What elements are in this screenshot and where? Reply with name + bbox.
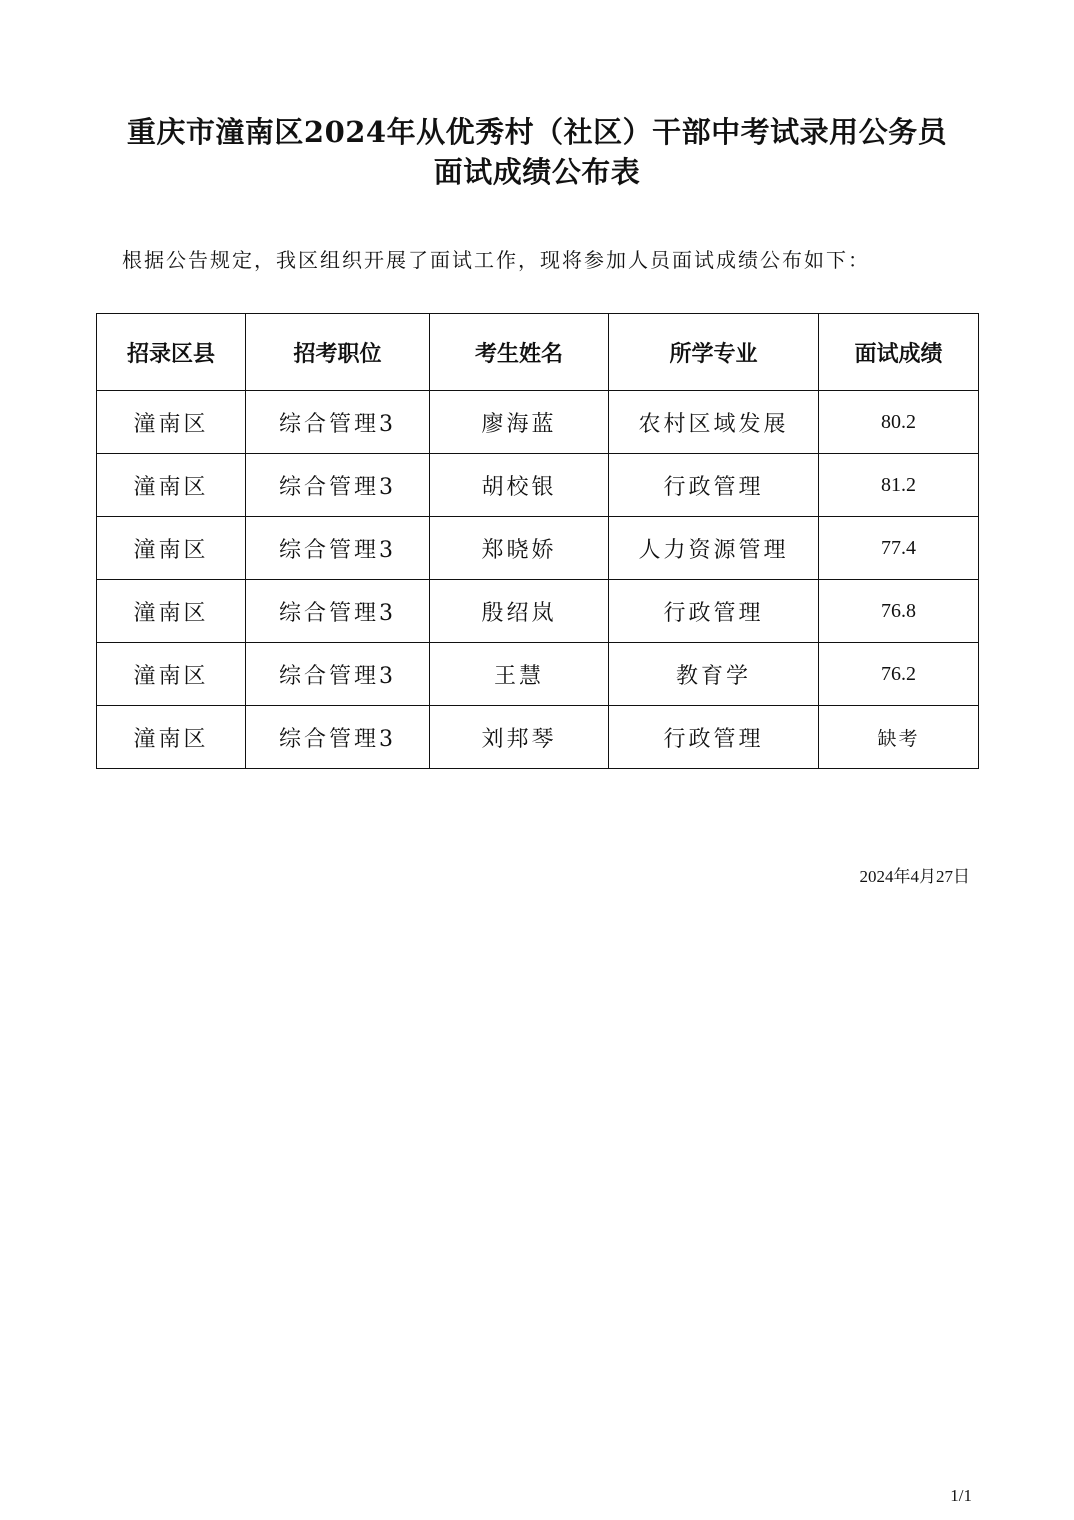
cell-interview-score: 缺考: [819, 706, 979, 769]
cell-candidate-name: 刘邦琴: [430, 706, 609, 769]
cell-major: 人力资源管理: [609, 517, 819, 580]
table-row: [97, 580, 979, 643]
cell-position: 综合管理3: [246, 391, 430, 454]
cell-district: 潼南区: [97, 580, 246, 643]
table-header-row: [97, 314, 979, 391]
cell-major: 行政管理: [609, 580, 819, 643]
document-title: [0, 112, 1074, 192]
publish-date: 2024年4月27日: [859, 867, 970, 886]
cell-major: 行政管理: [609, 454, 819, 517]
page-number: 1/1: [950, 1486, 972, 1505]
cell-interview-score: 77.4: [819, 517, 979, 580]
cell-candidate-name: 胡校银: [430, 454, 609, 517]
cell-district: 潼南区: [97, 643, 246, 706]
table-row: [97, 517, 979, 580]
cell-interview-score: 80.2: [819, 391, 979, 454]
cell-district: 潼南区: [97, 706, 246, 769]
cell-position: 综合管理3: [246, 517, 430, 580]
cell-position: 综合管理3: [246, 706, 430, 769]
header-district: 招录区县: [97, 314, 246, 391]
header-major: 所学专业: [609, 314, 819, 391]
score-table: [96, 313, 979, 769]
title-line-2: 面试成绩公布表: [433, 155, 641, 189]
cell-candidate-name: 王慧: [430, 643, 609, 706]
cell-interview-score: 76.8: [819, 580, 979, 643]
cell-candidate-name: 殷绍岚: [430, 580, 609, 643]
cell-district: 潼南区: [97, 454, 246, 517]
cell-position: 综合管理3: [246, 643, 430, 706]
cell-position: 综合管理3: [246, 580, 430, 643]
header-interview-score: 面试成绩: [819, 314, 979, 391]
table-row: [97, 643, 979, 706]
cell-major: 农村区域发展: [609, 391, 819, 454]
cell-interview-score: 76.2: [819, 643, 979, 706]
cell-interview-score: 81.2: [819, 454, 979, 517]
title-line-1: 重庆市潼南区2024年从优秀村（社区）干部中考试录用公务员: [126, 115, 948, 149]
table-row: [97, 706, 979, 769]
cell-candidate-name: 郑晓娇: [430, 517, 609, 580]
cell-major: 行政管理: [609, 706, 819, 769]
header-position: 招考职位: [246, 314, 430, 391]
cell-position: 综合管理3: [246, 454, 430, 517]
table-row: [97, 391, 979, 454]
cell-candidate-name: 廖海蓝: [430, 391, 609, 454]
cell-district: 潼南区: [97, 517, 246, 580]
header-candidate-name: 考生姓名: [430, 314, 609, 391]
cell-major: 教育学: [609, 643, 819, 706]
intro-paragraph: 根据公告规定，我区组织开展了面试工作，现将参加人员面试成绩公布如下：: [122, 248, 870, 272]
table-row: [97, 454, 979, 517]
cell-district: 潼南区: [97, 391, 246, 454]
